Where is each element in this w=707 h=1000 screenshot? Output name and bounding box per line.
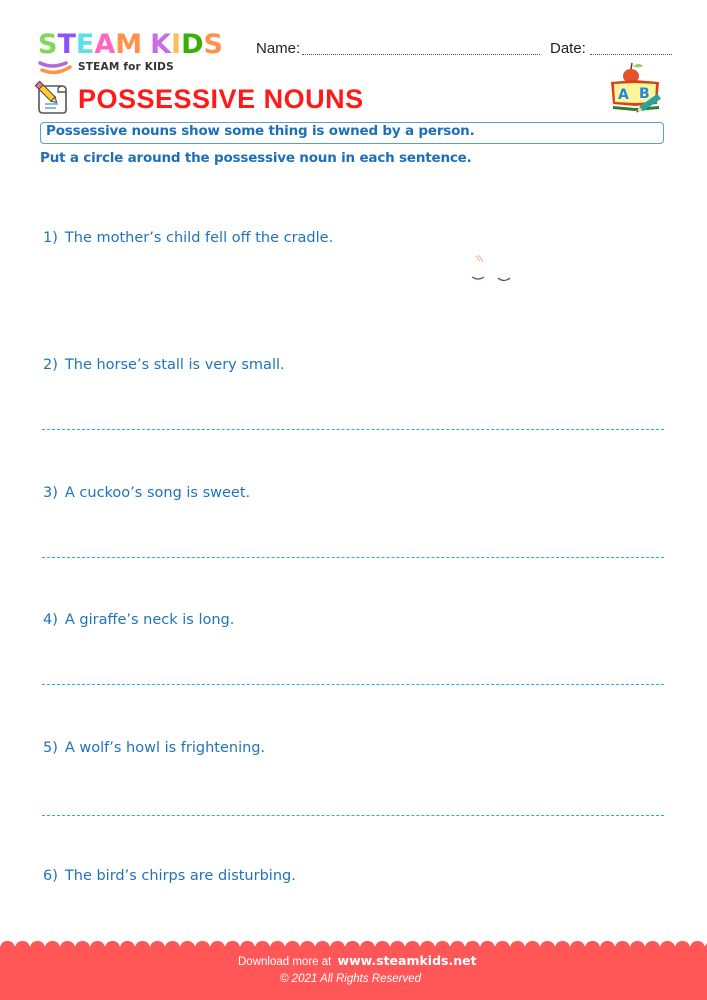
logo-letter: D <box>181 29 204 60</box>
question-number: 5) <box>43 740 58 756</box>
scroll-pencil-icon <box>34 80 70 116</box>
logo-tagline: STEAM for KIDS <box>78 61 174 73</box>
answer-line <box>42 684 664 685</box>
question-6 <box>43 868 296 884</box>
download-more-text <box>238 953 477 968</box>
question-number: 1) <box>43 230 58 246</box>
website-link[interactable]: www.steamkids.net <box>337 953 477 968</box>
logo-letter: S <box>203 29 223 60</box>
question-sentence[interactable]: The bird’s chirps are disturbing. <box>64 868 296 884</box>
logo-letter: K <box>150 29 172 60</box>
question-5 <box>43 740 265 756</box>
date-field[interactable] <box>590 54 672 55</box>
steam-kids-logo <box>38 30 238 75</box>
question-sentence[interactable]: The horse’s stall is very small. <box>64 357 285 373</box>
logo-letter: T <box>57 29 76 60</box>
copyright-text: © 2021 All Rights Reserved <box>280 973 422 985</box>
question-sentence[interactable]: The mother’s child fell off the cradle. <box>64 230 334 246</box>
logo-letter: E <box>75 29 95 60</box>
footer <box>0 940 707 1000</box>
logo-wordmark <box>38 30 223 60</box>
date-label: Date: <box>550 40 586 57</box>
answer-line <box>42 815 664 816</box>
question-number: 2) <box>43 357 58 373</box>
answer-line <box>42 429 664 430</box>
instruction-text: Put a circle around the possessive noun in each sentence. <box>40 150 472 166</box>
svg-text:A: A <box>618 87 629 103</box>
question-number: 6) <box>43 868 58 884</box>
question-sentence[interactable]: A giraffe’s neck is long. <box>64 612 235 628</box>
logo-letter: A <box>94 29 116 60</box>
question-number: 4) <box>43 612 58 628</box>
svg-text:B: B <box>639 86 650 102</box>
scalloped-edge <box>0 940 707 950</box>
question-1 <box>43 230 333 246</box>
question-number: 3) <box>43 485 58 501</box>
question-sentence[interactable]: A wolf’s howl is frightening. <box>64 740 266 756</box>
logo-swoosh-icon <box>38 60 74 76</box>
answer-line <box>42 557 664 558</box>
logo-letter: M <box>115 29 143 60</box>
faint-sketch-mark-icon <box>468 253 518 287</box>
question-sentence[interactable]: A cuckoo’s song is sweet. <box>64 485 251 501</box>
worksheet-title: POSSESSIVE NOUNS <box>78 84 364 114</box>
logo-letter: S <box>38 29 58 60</box>
name-field[interactable] <box>302 54 540 55</box>
abc-book-apple-icon <box>605 58 667 116</box>
name-label: Name: <box>256 40 301 57</box>
question-2 <box>43 357 285 373</box>
logo-letter: I <box>171 29 182 60</box>
question-3 <box>43 485 250 501</box>
definition-text: Possessive nouns show some thing is owned by a person. <box>46 123 475 139</box>
question-4 <box>43 612 234 628</box>
download-prefix: Download more at <box>238 956 332 968</box>
